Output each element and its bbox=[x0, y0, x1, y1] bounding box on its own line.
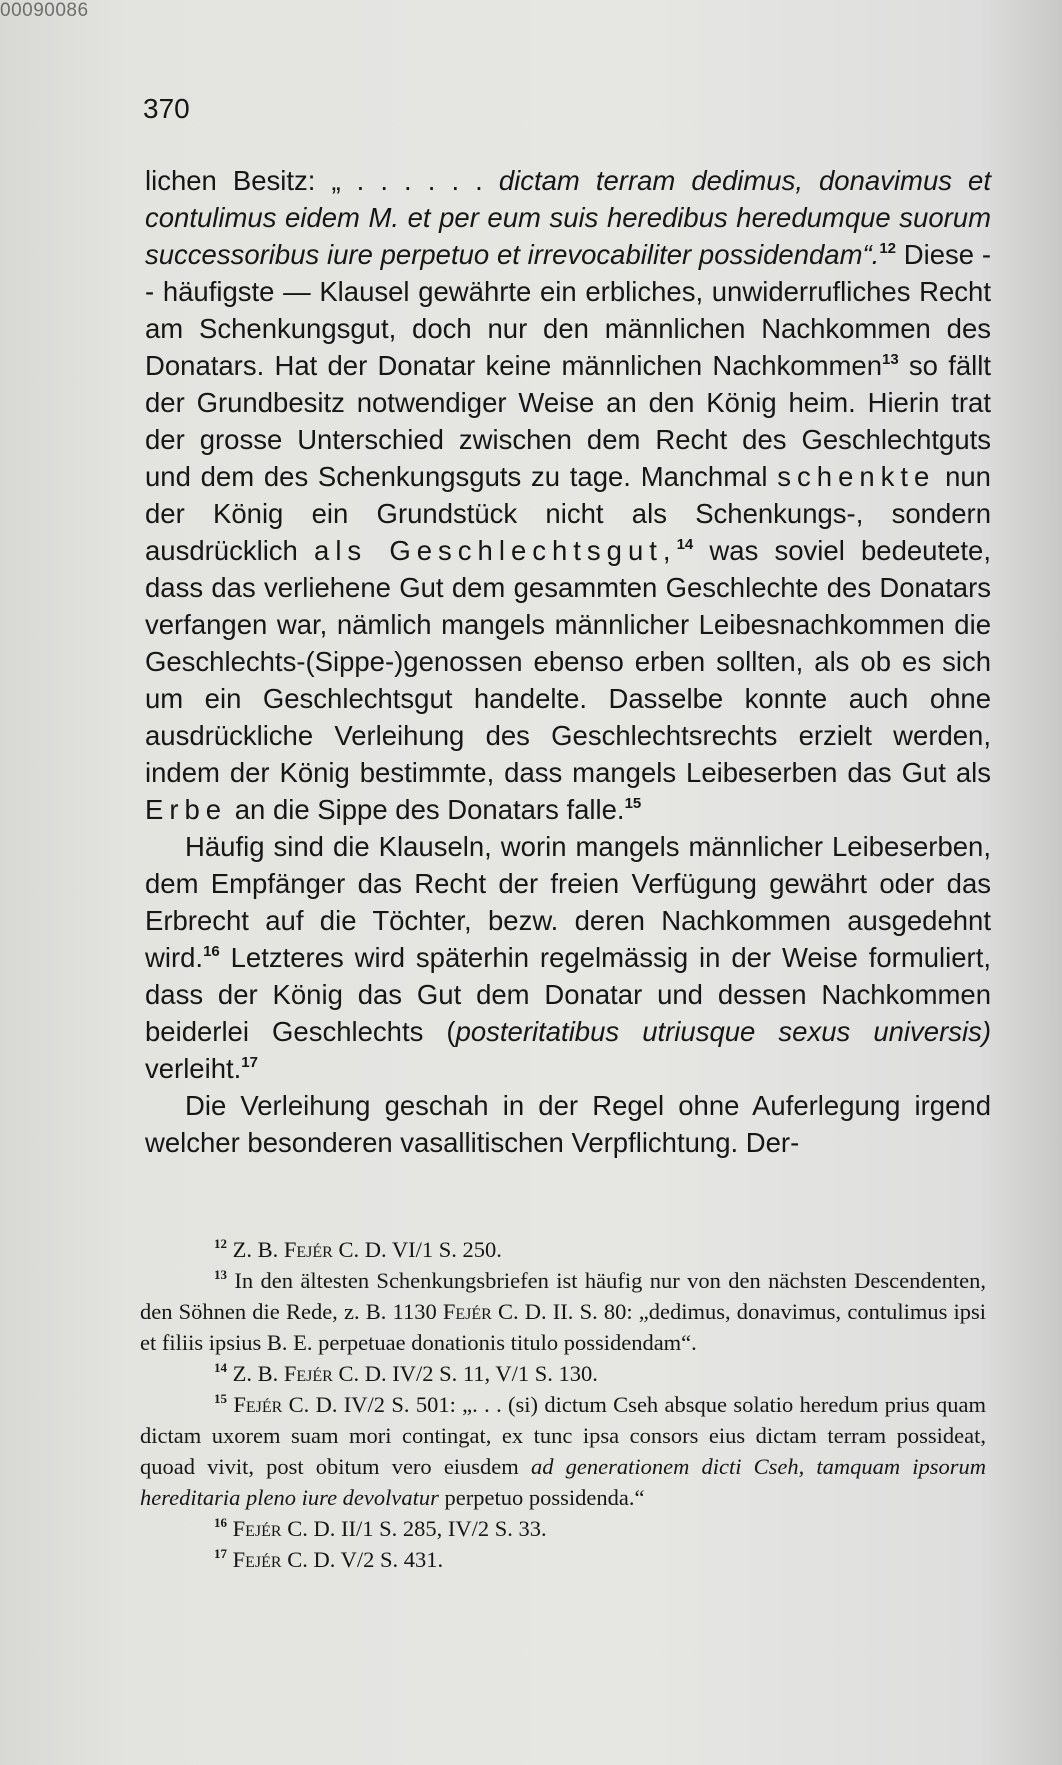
emphasis-spaced: schenkte bbox=[777, 461, 936, 492]
footnote-number: 16 bbox=[214, 1515, 227, 1530]
text: was soviel bedeutete, dass das verliehene Gut dem gesammten Geschlechte des Donatars verfangen war, nämlich mangels männlicher Leibesnachkommen die Geschlechts-(Sippe-)genossen ebenso erben sollten, als ob es sich um ein Geschlechtsgut handelte. Dasselbe konnte auch ohne ausdrückliche Verleihung des Geschlechtsrechts erzielt werden, indem der König bestimmte, dass mangels Leibeserben das Gut als bbox=[145, 535, 991, 788]
author-name: Fejér bbox=[232, 1516, 282, 1541]
text: verleiht. bbox=[145, 1053, 242, 1084]
text: C. D. IV/2 S. 11, V/1 S. 130. bbox=[332, 1361, 598, 1386]
text: C. D. II/1 S. 285, IV/2 S. 33. bbox=[281, 1516, 547, 1541]
paragraph-1 bbox=[145, 162, 991, 828]
footnote-15 bbox=[140, 1389, 986, 1513]
text: lichen Besitz: „ . . . . . . bbox=[145, 165, 499, 196]
author-name: Fejér bbox=[233, 1392, 283, 1417]
text: Häufig sind die Klauseln, worin mangels männlicher Leibeserben, dem Empfänger das Recht der freien Verfügung gewährt oder das Erbrecht auf die Töchter, bezw. deren Nachkommen ausgedehnt wird. bbox=[145, 831, 991, 973]
paragraph-2 bbox=[145, 828, 991, 1087]
scan-id: 00090086 bbox=[0, 0, 89, 21]
footnote-14 bbox=[140, 1358, 986, 1389]
footnote-number: 13 bbox=[214, 1267, 227, 1282]
emphasis-spaced: Erbe bbox=[145, 794, 228, 825]
text: Z. B. bbox=[227, 1237, 284, 1262]
text: C. D. V/2 S. 431. bbox=[281, 1547, 444, 1572]
footnote-number: 17 bbox=[214, 1546, 227, 1561]
text: C. D. IV/2 S. 501: „. . . (si) dictum Cseh absque solatio heredum prius quam dictam uxorem suam mori contingat, ex tunc ipsa consors eius dictam terram possideat, quoad vivit, post obitum vero eiusdem bbox=[140, 1392, 987, 1479]
text: nun der König ein Grundstück nicht als Schenkungs-, sondern ausdrücklich bbox=[145, 461, 991, 566]
footnotes bbox=[140, 1234, 986, 1575]
body-text bbox=[145, 162, 991, 1161]
author-name: Fejér bbox=[283, 1237, 333, 1262]
text: C. D. II. S. 80: „dedimus, donavimus, contulimus ipsi et filiis ipsius B. E. perpetuae donationis titulo possidendam“. bbox=[140, 1299, 986, 1355]
latin-quote: posteritatibus utriusque sexus universis) bbox=[455, 1016, 991, 1047]
author-name: Fejér bbox=[283, 1361, 333, 1386]
footnote-ref-16: 16 bbox=[203, 943, 220, 960]
footnote-number: 15 bbox=[214, 1391, 227, 1406]
footnote-ref-14: 14 bbox=[676, 536, 694, 553]
footnote-ref-15: 15 bbox=[624, 795, 642, 812]
text: C. D. VI/1 S. 250. bbox=[332, 1237, 502, 1262]
page-number: 370 bbox=[143, 93, 190, 124]
footnote-ref-13: 13 bbox=[882, 351, 899, 368]
footnote-12 bbox=[140, 1234, 986, 1265]
author-name: Fejér bbox=[232, 1547, 282, 1572]
footnote-17 bbox=[140, 1544, 986, 1575]
text: perpetuo possidenda.“ bbox=[438, 1485, 645, 1510]
text: so fällt der Grundbesitz notwendiger Weise an den König heim. Hierin trat der grosse Unterschied zwischen dem Recht des Geschlechtguts und dem des Schenkungsguts zu tage. Manchmal bbox=[145, 350, 991, 492]
author-name: Fejér bbox=[442, 1299, 492, 1324]
footnote-number: 14 bbox=[214, 1360, 227, 1375]
footnote-13 bbox=[140, 1265, 986, 1358]
latin-quote: ad generationem dicti Cseh, tamquam ipsorum hereditaria pleno iure devolvatur bbox=[140, 1454, 987, 1510]
text: Letzteres wird späterhin regelmässig in der Weise formuliert, dass der König das Gut dem Donatar und dessen Nachkommen beiderlei Geschlechts ( bbox=[145, 942, 991, 1047]
footnote-number: 12 bbox=[214, 1236, 227, 1251]
footnote-16 bbox=[140, 1513, 986, 1544]
text: Z. B. bbox=[227, 1361, 284, 1386]
text: Diese -- häufigste — Klausel gewährte ein erbliches, unwiderrufliches Recht am Schenkungsgut, doch nur den männlichen Nachkommen des Donatars. Hat der Donatar keine männlichen Nachkommen bbox=[145, 239, 991, 381]
latin-quote: dictam terram dedimus, donavimus et contulimus eidem M. et per eum suis heredibus heredumque suorum successoribus iure perpetuo et irrevocabiliter possidendam“. bbox=[145, 165, 991, 270]
footnote-ref-12: 12 bbox=[879, 240, 896, 257]
text: Die Verleihung geschah in der Regel ohne Auferlegung irgend welcher besonderen vasallitischen Verpflichtung. Der- bbox=[145, 1090, 991, 1158]
paragraph-3 bbox=[145, 1087, 991, 1161]
text: an die Sippe des Donatars falle. bbox=[227, 794, 625, 825]
footnote-ref-17: 17 bbox=[241, 1054, 258, 1071]
text: In den ältesten Schenkungsbriefen ist häufig nur von den nächsten Descendenten, den Söhnen die Rede, z. B. 1130 bbox=[140, 1268, 986, 1324]
emphasis-spaced: als Geschlechtsgut, bbox=[314, 535, 677, 566]
